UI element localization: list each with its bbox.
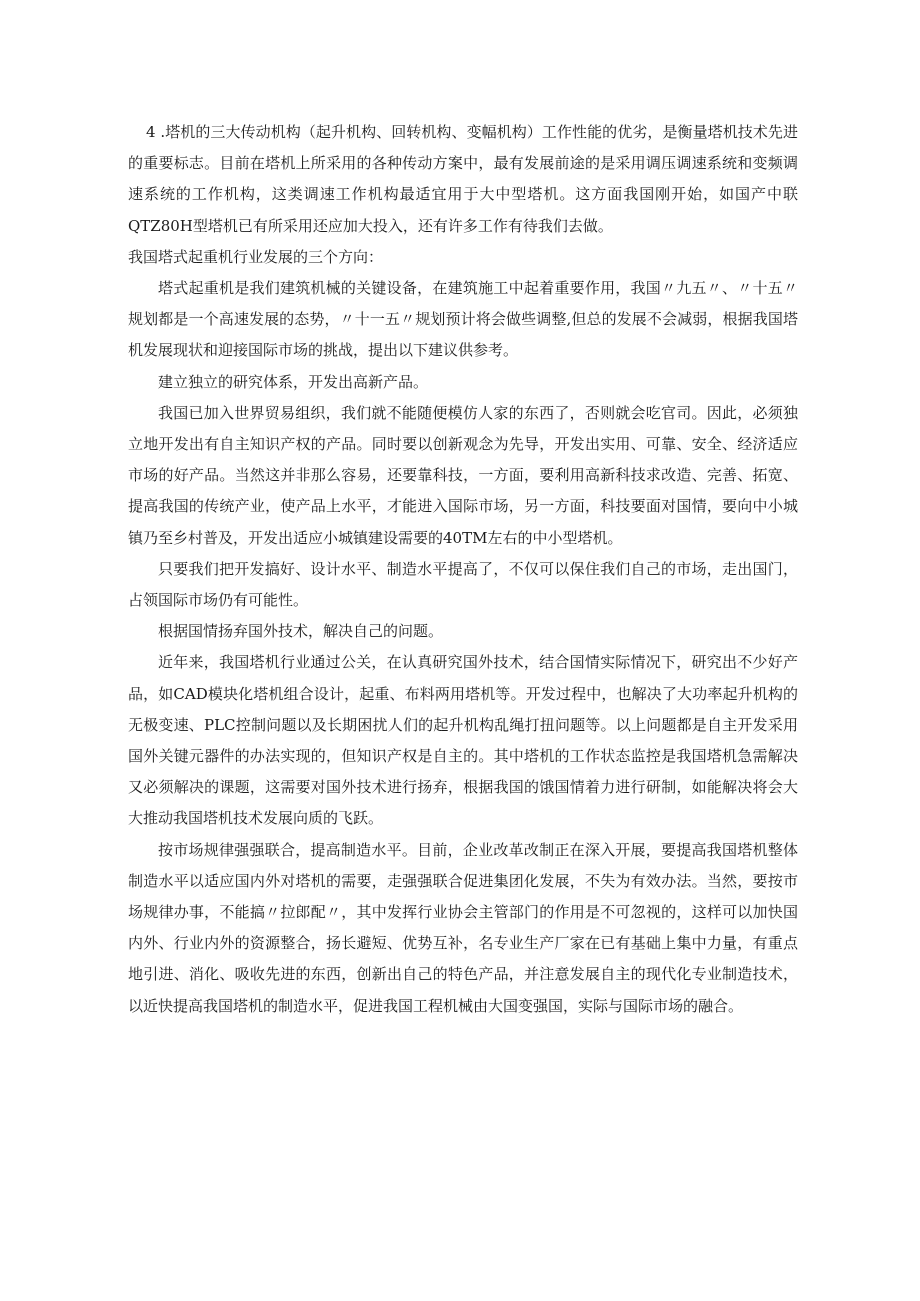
paragraph-tower-crane-mechanisms: 4 .塔机的三大传动机构（起升机构、回转机构、变幅机构）工作性能的优劣，是衡量塔机技术先进的重要标志。目前在塔机上所采用的各种传动方案中，最有发展前途的是采用调压调速系统和变频调速系统的工作机构，这类调速工作机构最适宜用于大中型塔机。这方面我国刚开始，如国产中联QTZ80H型塔机已有所采用还应加大投入，还有许多工作有待我们去做。 — [128, 123, 798, 235]
paragraph-direction-1-body: 我国已加入世界贸易组织，我们就不能随便模仿人家的东西了，否则就会吃官司。因此，必须独立地开发出有自主知识产权的产品。同时要以创新观念为先导，开发出实用、可靠、安全、经济适应市场的好产品。当然这并非那么容易，还要靠科技，一方面，要利用高新科技求改造、完善、拓宽、提高我国的传统产业，使产品上水平，才能进入国际市场，另一方面，科技要面对国情，要向中小城镇乃至乡村普及，开发出适应小城镇建设需要的40TM左右的中小型塔机。 — [128, 403, 798, 547]
paragraph-introduction: 塔式起重机是我们建筑机械的关键设备，在建筑施工中起着重要作用，我国〃九五〃、〃十五〃规划都是一个高速发展的态势，〃十一五〃规划预计将会做些调整,但总的发展不会减弱，根据我国塔机发展现状和迎接国际市场的挑战，提出以下建议供参考。 — [128, 279, 798, 360]
paragraph-direction-1-heading: 建立独立的研究体系，开发出高新产品。 — [158, 372, 429, 391]
paragraph-three-directions-heading: 我国塔式起重机行业发展的三个方向： — [128, 247, 384, 266]
paragraph-direction-2-body: 近年来，我国塔机行业通过公关，在认真研究国外技术，结合国情实际情况下，研究出不少好产品，如CAD模块化塔机组合设计，起重、布料两用塔机等。开发过程中，也解决了大功率起升机构的无极变速、PLC控制问题以及长期困扰人们的起升机构乱绳打扭问题等。以上问题都是自主开发采用国外关键元器件的办法实现的，但知识产权是自主的。其中塔机的工作状态监控是我国塔机急需解决又必须解决的课题，这需要对国外技术进行扬弃，根据我国的饿国情着力进行研制，如能解决将会大大推动我国塔机技术发展向质的飞跃。 — [128, 653, 798, 828]
paragraph-direction-2-heading: 根据国情扬弃国外技术，解决自己的问题。 — [158, 622, 444, 641]
document-body — [128, 117, 798, 1022]
paragraph-direction-3-body: 按市场规律强强联合，提高制造水平。目前，企业改革改制正在深入开展，要提高我国塔机整体制造水平以适应国内外对塔机的需要，走强强联合促进集团化发展，不失为有效办法。当然，要按市场规律办事，不能搞〃拉郎配〃，其中发挥行业协会主管部门的作用是不可忽视的，这样可以加快国内外、行业内外的资源整合，扬长避短、优势互补，名专业生产厂家在已有基础上集中力量，有重点地引进、消化、吸收先进的东西，创新出自己的特色产品，并注意发展自主的现代化专业制造技术，以近快提高我国塔机的制造水平，促进我国工程机械由大国变强国，实际与国际市场的融合。 — [128, 840, 798, 1015]
paragraph-direction-1-conclusion: 只要我们把开发搞好、设计水平、制造水平提高了，不仅可以保住我们自己的市场，走出国门，占领国际市场仍有可能性。 — [128, 559, 798, 610]
